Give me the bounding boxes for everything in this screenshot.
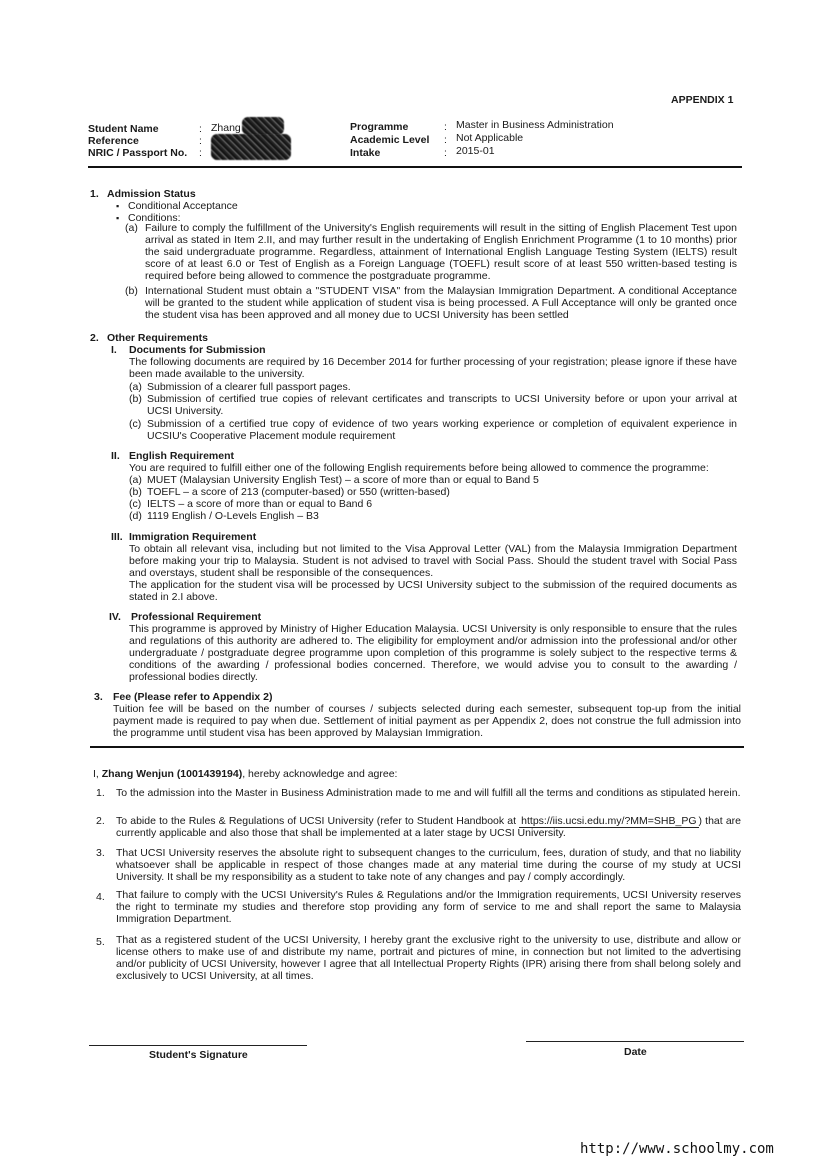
ack-1-number: 1.: [96, 787, 105, 799]
redaction-mark: [211, 134, 291, 160]
reference-label: Reference: [88, 135, 139, 147]
doc-c-text: Submission of a certified true copy of evidence of two years working experience or completion of equivalent experience in UCSIU's Cooperative Placement module requirement: [147, 418, 737, 442]
student-name-label: Student Name: [88, 123, 159, 135]
student-name-value: Zhang: [211, 122, 241, 134]
section-2-iii-text-2: The application for the student visa will be processed by UCSI University subject to the submission of the required documents as stated in 2.I above.: [129, 579, 737, 603]
student-signature-label: Student's Signature: [149, 1049, 248, 1061]
section-2-title: Other Requirements: [107, 332, 208, 344]
intake-value: 2015-01: [456, 145, 495, 157]
doc-a-text: Submission of a clearer full passport pages.: [147, 381, 351, 393]
ack-3-number: 3.: [96, 847, 105, 859]
academic-level-label: Academic Level: [350, 134, 430, 146]
ack-5-number: 5.: [96, 936, 105, 948]
english-d-label: (d): [129, 510, 142, 522]
section-2-ii-text: You are required to fulfill either one of the following English requirements before being allowed to commence the programme:: [129, 462, 709, 474]
ack-2-number: 2.: [96, 815, 105, 827]
section-2-i-title: Documents for Submission: [129, 344, 266, 356]
bullet-text: Conditions:: [128, 212, 181, 224]
english-c-label: (c): [129, 498, 142, 510]
condition-a-label: (a): [125, 222, 138, 234]
acknowledgement-divider: [90, 746, 744, 748]
programme-value: Master in Business Administration: [456, 119, 614, 131]
condition-b-label: (b): [125, 285, 138, 297]
doc-b-text: Submission of certified true copies of relevant certificates and transcripts to UCSI University before or upon your arrival at UCSI University.: [147, 393, 737, 417]
condition-a-text: Failure to comply the fulfillment of the University's English requirements will result in the sitting of English Placement Test upon arrival as stated in Item 2.II, and may further result in the undertaking of English Enrichment Programme (1 to 10 months) prior the said undergraduate programme. Regardless, attainment of International English Language Testing System (IELTS) result score of at least 6.0 or Test of English as a Foreign Language (TOEFL) result score of at least 550 written-based testing is required before being allowed to commence the postgraduate programme.: [145, 222, 737, 282]
date-line: [526, 1041, 744, 1042]
student-name-colon: :: [199, 123, 202, 135]
doc-c-label: (c): [129, 418, 142, 430]
bullet-text: Conditional Acceptance: [128, 200, 238, 212]
doc-b-label: (b): [129, 393, 142, 405]
english-a-text: MUET (Malaysian University English Test) – a score of more than or equal to Band 5: [147, 474, 539, 486]
section-2-iv-text: This programme is approved by Ministry of Higher Education Malaysia. UCSI University is only responsible to ensure that the rules and regulations of this authority are adhered to. The eligibility for employment and/or admission into the professional and/or other undergraduate / postgraduate degree programme upon completion of this programme is solely subject to the respective terms & conditions of the awarding / professional bodies concerned. Therefore, we would advise you to consult to the awarding / professional bodies directly.: [129, 623, 737, 683]
passport-label: NRIC / Passport No.: [88, 147, 188, 159]
redaction-mark: [242, 117, 284, 135]
ack-1-text: To the admission into the Master in Business Administration made to me and will fulfill all the terms and conditions as stipulated herein.: [116, 787, 741, 799]
ack-3-text: That UCSI University reserves the absolute right to subsequent changes to the curriculum, fees, duration of study, and that no liability whatsoever shall be applicable in respect of those changes made at any material time during the course of my study at UCSI University. It shall be my responsibility as a student to take note of any changes and pay / comply accordingly.: [116, 847, 741, 883]
section-3-number: 3.: [94, 691, 103, 703]
ack-2-text-a: To abide to the Rules & Regulations of UCSI University (refer to Student Handbook at: [116, 815, 520, 827]
header-divider: [88, 166, 742, 168]
section-3-text: Tuition fee will be based on the number of courses / subjects selected during each semester, subsequent top-up from the initial payment made is required to pay when due. Settlement of initial payment as per Appendix 2, does not construe the full admission into the programme until student visa has been approved by Malaysian Immigration.: [113, 703, 741, 739]
english-b-label: (b): [129, 486, 142, 498]
academic-level-value: Not Applicable: [456, 132, 524, 144]
condition-b-text: International Student must obtain a "STUDENT VISA" from the Malaysian Immigration Department. A conditional Acceptance will be granted to the student while application of student visa is being processed. A Full Acceptance will only be granted once the student visa has been approved and all money due to UCSI University has been settled: [145, 285, 737, 321]
section-1-title: Admission Status: [107, 188, 196, 200]
section-1-bullets: [116, 200, 238, 224]
section-1-number: 1.: [90, 188, 99, 200]
programme-label: Programme: [350, 121, 409, 133]
ack-4-text: That failure to comply with the UCSI University's Rules & Regulations and/or the Immigration requirements, UCSI University reserves the right to terminate my studies and therefore stop providing any form of service to me and shall report the same to Malaysia Immigration Department.: [116, 889, 741, 925]
section-2-iii-title: Immigration Requirement: [129, 531, 257, 543]
intake-label: Intake: [350, 147, 381, 159]
section-2-iii-text-1: To obtain all relevant visa, including but not limited to the Visa Approval Letter (VAL) from the Malaysia Immigration Department before making your trip to Malaysia. Student is not advised to travel with Social Pass. Should the student travel with Social Pass and overstays, student shall be responsible of the consequences.: [129, 543, 737, 579]
student-name-id: Zhang Wenjun (1001439194): [101, 768, 243, 780]
date-label: Date: [624, 1046, 647, 1058]
ack-5-text: That as a registered student of the UCSI University, I hereby grant the exclusive right to the university to use, distribute and allow or license others to make use of and distribute my name, portrait and pictures of mine, in connection but not limited to the advertising and/or publicity of UCSI University, however I agree that all Intellectual Property Rights (IPR) arising there from shall belong solely and exclusively to UCSI University, at all times.: [116, 934, 741, 982]
english-d-text: 1119 English / O-Levels English – B3: [147, 510, 319, 522]
english-c-text: IELTS – a score of more than or equal to Band 6: [147, 498, 373, 510]
signature-line: [89, 1045, 307, 1046]
section-2-i-number: I.: [111, 344, 117, 356]
website-watermark: http://www.schoolmy.com: [580, 1141, 774, 1157]
doc-a-label: (a): [129, 381, 142, 393]
ack-suffix: , hereby acknowledge and agree:: [242, 768, 398, 780]
ack-prefix: I,: [93, 768, 99, 780]
english-b-text: TOEFL – a score of 213 (computer-based) or 550 (written-based): [147, 486, 450, 498]
intake-colon: :: [444, 147, 447, 159]
academic-level-colon: :: [444, 134, 447, 146]
section-2-iv-number: IV.: [109, 611, 121, 623]
ack-2-text-b: ) that are currently applicable and also those that shall be implemented at a later stage by UCSI University.: [116, 815, 742, 839]
section-2-ii-title: English Requirement: [129, 450, 235, 462]
reference-colon: :: [199, 135, 202, 147]
section-3-title: Fee (Please refer to Appendix 2): [113, 691, 273, 703]
acknowledgement-intro: [93, 768, 397, 780]
section-2-i-text: The following documents are required by 16 December 2014 for further processing of your registration; please ignore if these have been made available to the university.: [129, 356, 737, 380]
section-2-ii-number: II.: [111, 450, 120, 462]
english-a-label: (a): [129, 474, 142, 486]
student-handbook-link[interactable]: https://iis.ucsi.edu.my/?MM=SHB_PG: [521, 815, 697, 827]
section-2-iv-title: Professional Requirement: [131, 611, 262, 623]
programme-colon: :: [444, 121, 447, 133]
ack-4-number: 4.: [96, 891, 105, 903]
section-2-number: 2.: [90, 332, 99, 344]
ack-2-text: [116, 815, 741, 839]
appendix-label: APPENDIX 1: [671, 94, 734, 106]
passport-colon: :: [199, 147, 202, 159]
section-2-iii-number: III.: [111, 531, 123, 543]
bullet-conditional: [116, 200, 238, 212]
